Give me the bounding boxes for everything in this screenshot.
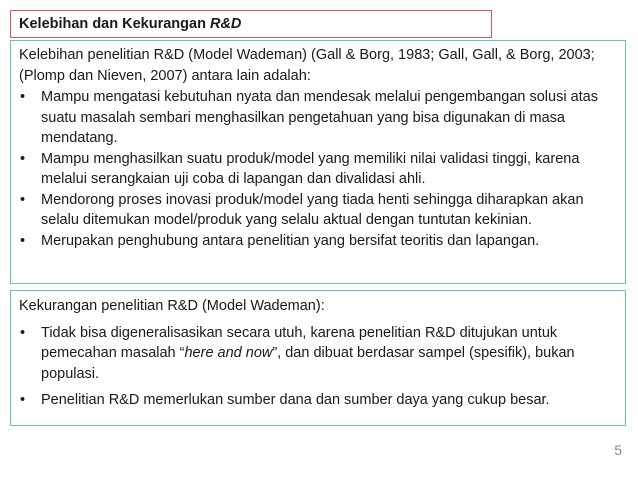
advantages-intro: Kelebihan penelitian R&D (Model Wademan) (Gall & Borg, 1983; Gall, Gall, & Borg, 2003; (Plomp dan Nieven, 2007) antara lain adalah:: [19, 47, 595, 84]
advantages-box: [10, 40, 626, 284]
slide-title: [10, 10, 492, 38]
disadvantage-item-emphasis: here and now: [184, 345, 273, 361]
advantage-item: • Mampu menghasilkan suatu produk/model yang memiliki nilai validasi tinggi, karena melalui serangkaian uji coba di lapangan dan divalidasi ahli.: [19, 149, 617, 190]
disadvantage-item: [19, 323, 617, 385]
advantages-list: [19, 87, 617, 251]
slide-title-text: Kelebihan dan Kekurangan: [19, 16, 210, 32]
disadvantages-intro: Kekurangan penelitian R&D (Model Wademan):: [19, 298, 325, 314]
disadvantages-list: [19, 323, 617, 411]
advantage-item: • Merupakan penghubung antara penelitian yang bersifat teoritis dan lapangan.: [19, 231, 617, 252]
disadvantage-item-text: Tidak bisa digeneralisasikan secara utuh, karena penelitian R&D ditujukan untuk pemecahan masalah “: [41, 324, 558, 361]
advantage-item: • Mampu mengatasi kebutuhan nyata dan mendesak melalui pengembangan solusi atas suatu masalah sembari menghasilkan pengetahuan yang bisa digunakan di masa mendatang.: [19, 87, 617, 149]
disadvantage-item-text-end: ”, dan dibuat berdasar sampel (spesifik), bukan populasi.: [41, 345, 575, 382]
disadvantages-box: [10, 290, 626, 426]
disadvantage-item: • Penelitian R&D memerlukan sumber dana dan sumber daya yang cukup besar.: [19, 390, 617, 411]
slide-title-emphasis: R&D: [209, 16, 242, 32]
page-number: 5: [614, 442, 622, 458]
advantage-item: • Mendorong proses inovasi produk/model yang tiada henti sehingga diharapkan akan selalu ditemukan model/produk yang selalu aktual dengan tuntutan kekinian.: [19, 190, 617, 231]
